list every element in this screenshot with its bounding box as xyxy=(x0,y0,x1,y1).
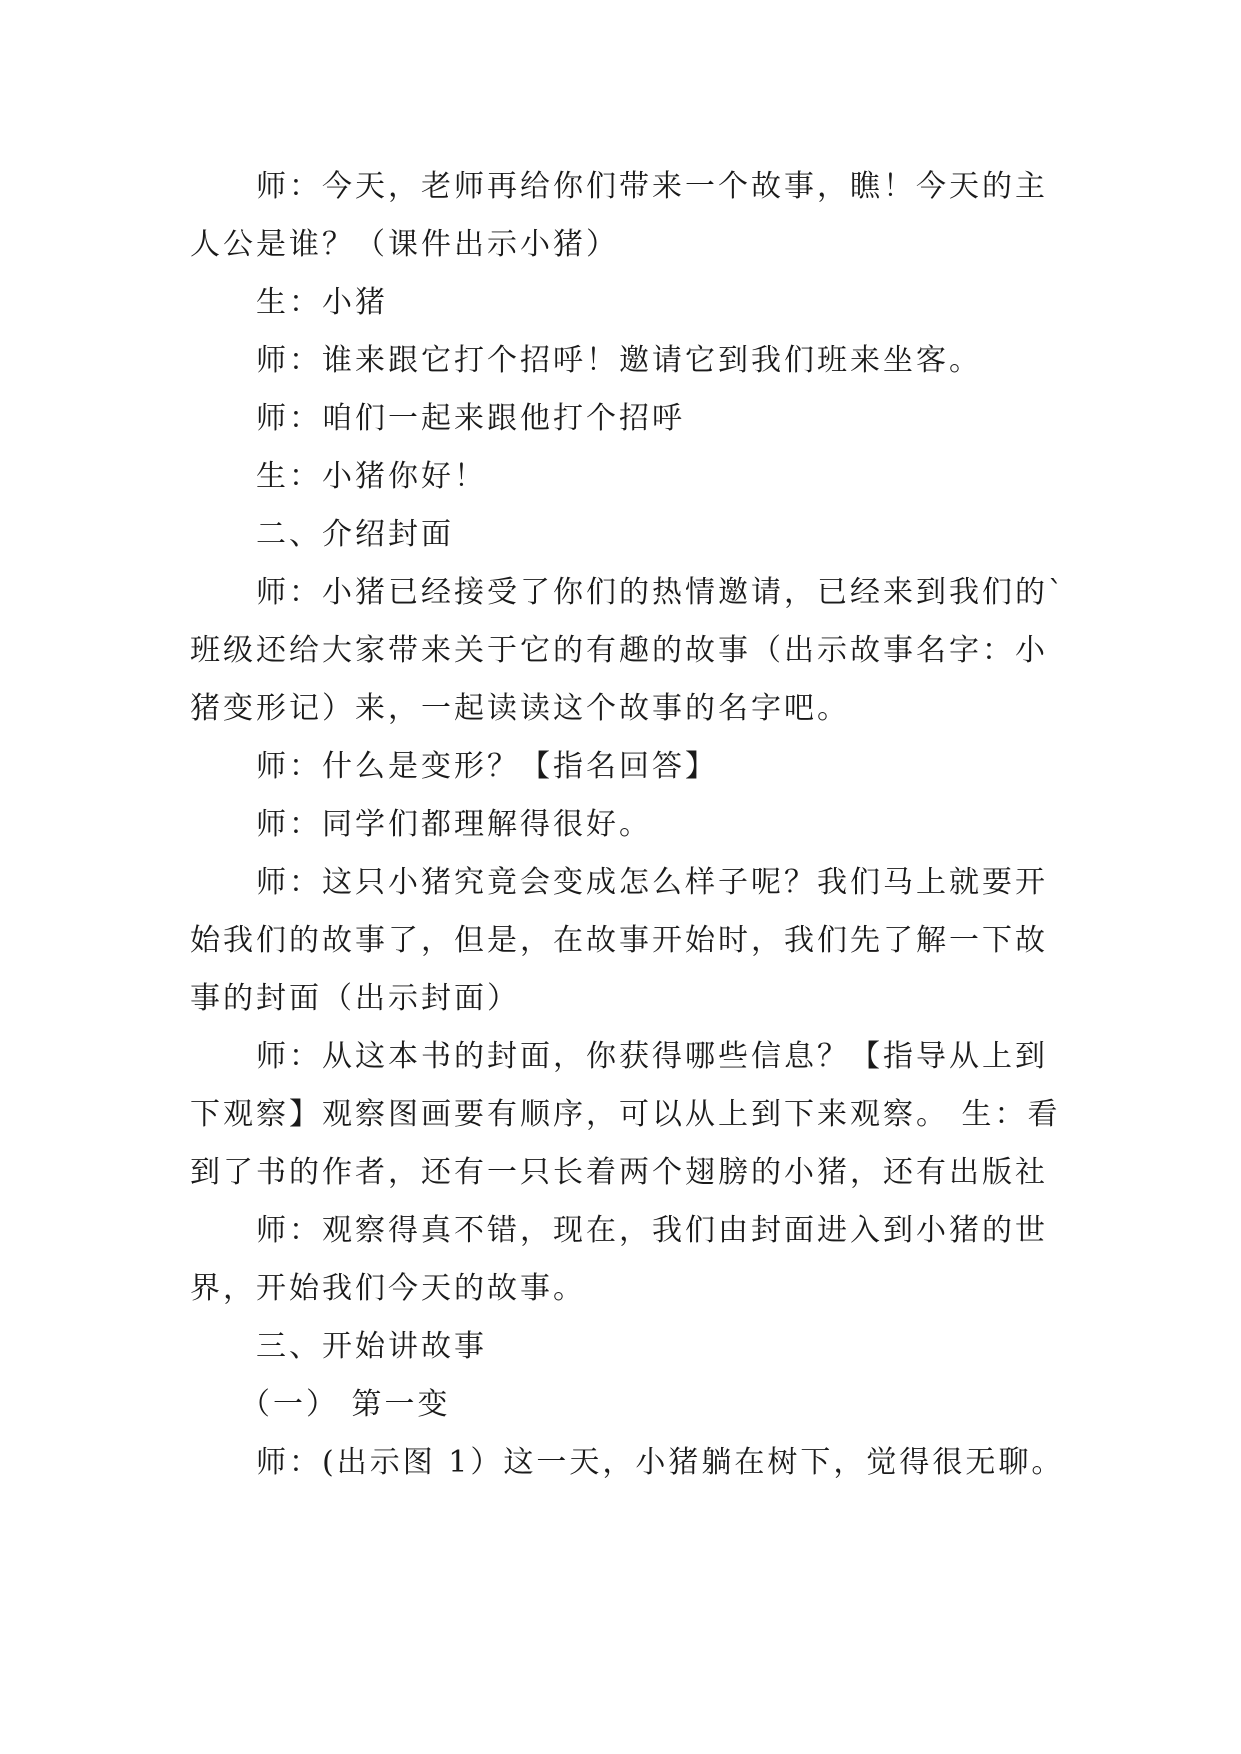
paragraph-teacher-question: 师：什么是变形？【指名回答】 xyxy=(256,749,718,784)
paragraph-teacher-observe: 师：从这本书的封面，你获得哪些信息？【指导从上到下观察】观察图画要有顺序，可以从上到下来观察。 生：看到了书的作者，还有一只长着两个翅膀的小猪，还有出版社 xyxy=(190,1039,1061,1190)
paragraph-student-hello: 生：小猪你好！ xyxy=(256,459,487,494)
paragraph-teacher-greet: 师：谁来跟它打个招呼！邀请它到我们班来坐客。 xyxy=(256,343,982,378)
paragraph-teacher-cover: 师：这只小猪究竟会变成怎么样子呢？我们马上就要开始我们的故事了，但是，在故事开始时，我们先了解一下故事的封面（出示封面） xyxy=(190,865,1048,1016)
paragraph-teacher-intro: 师：今天，老师再给你们带来一个故事，瞧！今天的主人公是谁？（课件出示小猪） xyxy=(190,169,1048,262)
subsection-heading-first: （一） 第一变 xyxy=(240,1387,451,1422)
paragraph-teacher-figure1: 师：(出示图 1）这一天，小猪躺在树下，觉得很无聊。 xyxy=(256,1445,1065,1480)
section-heading-story: 三、开始讲故事 xyxy=(256,1329,487,1364)
paragraph-teacher-together: 师：咱们一起来跟他打个招呼 xyxy=(256,401,685,436)
body-text xyxy=(190,158,1070,1492)
paragraph-teacher-enter: 师：观察得真不错，现在，我们由封面进入到小猪的世界，开始我们今天的故事。 xyxy=(190,1213,1048,1306)
paragraph-teacher-praise: 师：同学们都理解得很好。 xyxy=(256,807,652,842)
paragraph-student-answer: 生：小猪 xyxy=(256,285,388,320)
paragraph-teacher-invite: 师：小猪已经接受了你们的热情邀请，已经来到我们的`班级还给大家带来关于它的有趣的故事（出示故事名字：小猪变形记）来，一起读读这个故事的名字吧。 xyxy=(190,575,1066,726)
section-heading-cover: 二、介绍封面 xyxy=(256,517,454,552)
